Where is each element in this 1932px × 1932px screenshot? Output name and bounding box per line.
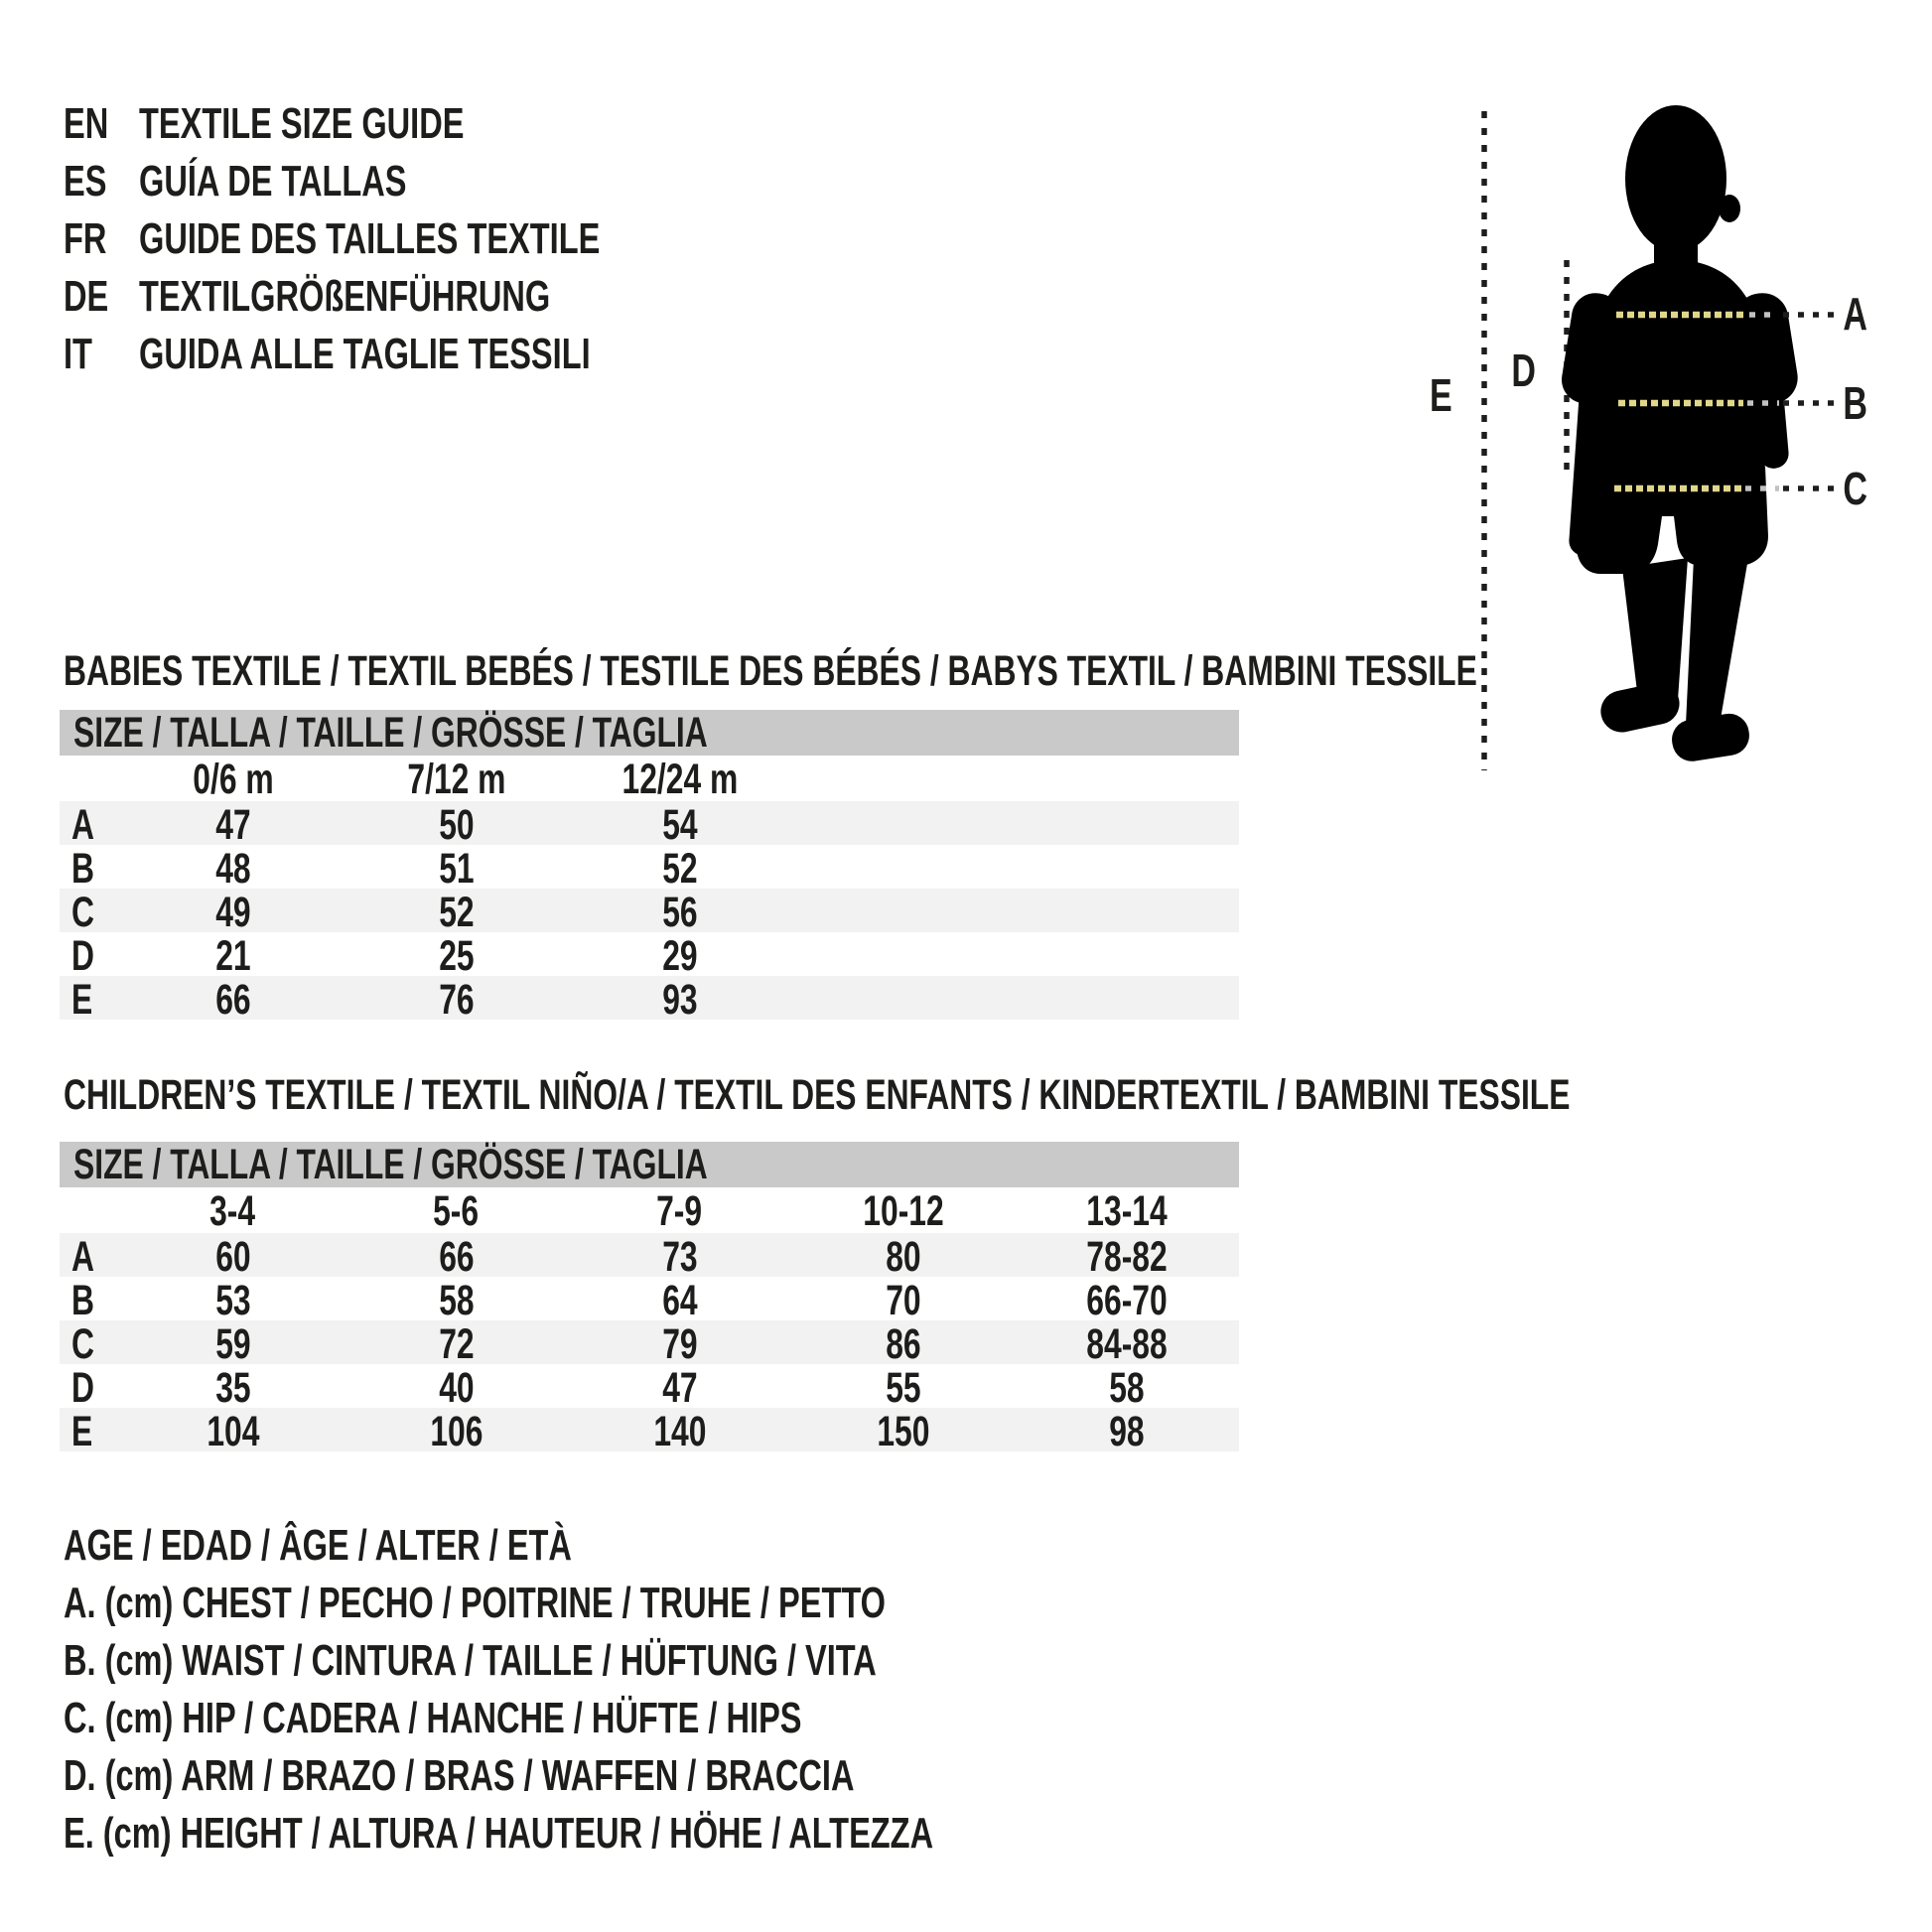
legend-age: AGE / EDAD / ÂGE / ALTER / ETÀ xyxy=(64,1521,572,1570)
table-row: C 49 52 56 xyxy=(60,889,1239,932)
table-row: D 21 25 29 xyxy=(71,932,698,980)
figure-label-B: B xyxy=(1843,377,1867,429)
table-row: D 35 40 47 55 58 xyxy=(71,1364,1145,1412)
lang-row-en xyxy=(64,95,761,153)
legend-hip: C. (cm) HIP / CADERA / HANCHE / HÜFTE / HIPS xyxy=(64,1694,802,1742)
children-section-heading: CHILDREN’S TEXTILE / TEXTIL NIÑO/A / TEXTIL DES ENFANTS / KINDERTEXTIL / BAMBINI TESSILE xyxy=(64,1071,1571,1119)
lang-row-es xyxy=(64,153,761,210)
table-row: E 66 76 93 xyxy=(60,976,1239,1020)
children-col-3: 10-12 xyxy=(862,1187,944,1235)
lang-title-de: TEXTILGRÖßENFÜHRUNG xyxy=(139,272,551,321)
language-header xyxy=(64,95,761,383)
lang-code-es: ES xyxy=(64,157,107,206)
figure-label-E: E xyxy=(1429,369,1452,421)
lang-row-it xyxy=(64,326,761,383)
lang-row-fr xyxy=(64,210,761,268)
figure-label-C: C xyxy=(1843,463,1867,514)
children-col-4: 13-14 xyxy=(1085,1187,1168,1235)
legend-height: E. (cm) HEIGHT / ALTURA / HAUTEUR / HÖHE / ALTEZZA xyxy=(64,1809,934,1858)
babies-col-1: 7/12 m xyxy=(406,756,506,803)
figure-label-A: A xyxy=(1843,288,1867,340)
children-col-2: 7-9 xyxy=(656,1187,703,1235)
children-col-0: 3-4 xyxy=(209,1187,256,1235)
measurement-legend xyxy=(64,1517,1239,1863)
legend-chest: A. (cm) CHEST / PECHO / POITRINE / TRUHE / PETTO xyxy=(64,1579,886,1627)
children-column-headers xyxy=(60,1187,1239,1233)
lang-code-it: IT xyxy=(64,330,92,378)
babies-size-table xyxy=(60,708,1239,1024)
table-row: B 48 51 52 xyxy=(71,845,698,893)
lang-code-fr: FR xyxy=(64,214,107,263)
babies-col-0: 0/6 m xyxy=(192,756,274,803)
table-row: E 104 106 140 150 98 xyxy=(60,1408,1239,1451)
lang-title-es: GUÍA DE TALLAS xyxy=(139,157,407,206)
lang-code-de: DE xyxy=(64,272,109,321)
lang-title-it: GUIDA ALLE TAGLIE TESSILI xyxy=(139,330,591,378)
children-size-table xyxy=(60,1140,1239,1455)
lang-title-en: TEXTILE SIZE GUIDE xyxy=(139,99,465,148)
babies-size-bar: SIZE / TALLA / TAILLE / GRÖSSE / TAGLIA xyxy=(60,710,1239,756)
table-row: C 59 72 79 86 84-88 xyxy=(60,1320,1239,1364)
children-col-1: 5-6 xyxy=(433,1187,480,1235)
babies-col-2: 12/24 m xyxy=(621,756,738,803)
table-row: A 47 50 54 xyxy=(60,801,1239,845)
babies-section-heading: BABIES TEXTILE / TEXTIL BEBÉS / TESTILE DES BÉBÉS / BABYS TEXTIL / BAMBINI TESSILE xyxy=(64,647,1477,695)
lang-code-en: EN xyxy=(64,99,109,148)
legend-waist: B. (cm) WAIST / CINTURA / TAILLE / HÜFTUNG / VITA xyxy=(64,1636,877,1685)
table-row: B 53 58 64 70 66-70 xyxy=(71,1277,1168,1324)
lang-row-de xyxy=(64,268,761,326)
lang-title-fr: GUIDE DES TAILLES TEXTILE xyxy=(139,214,601,263)
children-size-bar: SIZE / TALLA / TAILLE / GRÖSSE / TAGLIA xyxy=(60,1142,1239,1187)
table-row: A 60 66 73 80 78-82 xyxy=(60,1233,1239,1277)
figure-label-D: D xyxy=(1511,345,1536,396)
babies-column-headers xyxy=(60,756,1239,801)
legend-arm: D. (cm) ARM / BRAZO / BRAS / WAFFEN / BRACCIA xyxy=(64,1751,855,1800)
